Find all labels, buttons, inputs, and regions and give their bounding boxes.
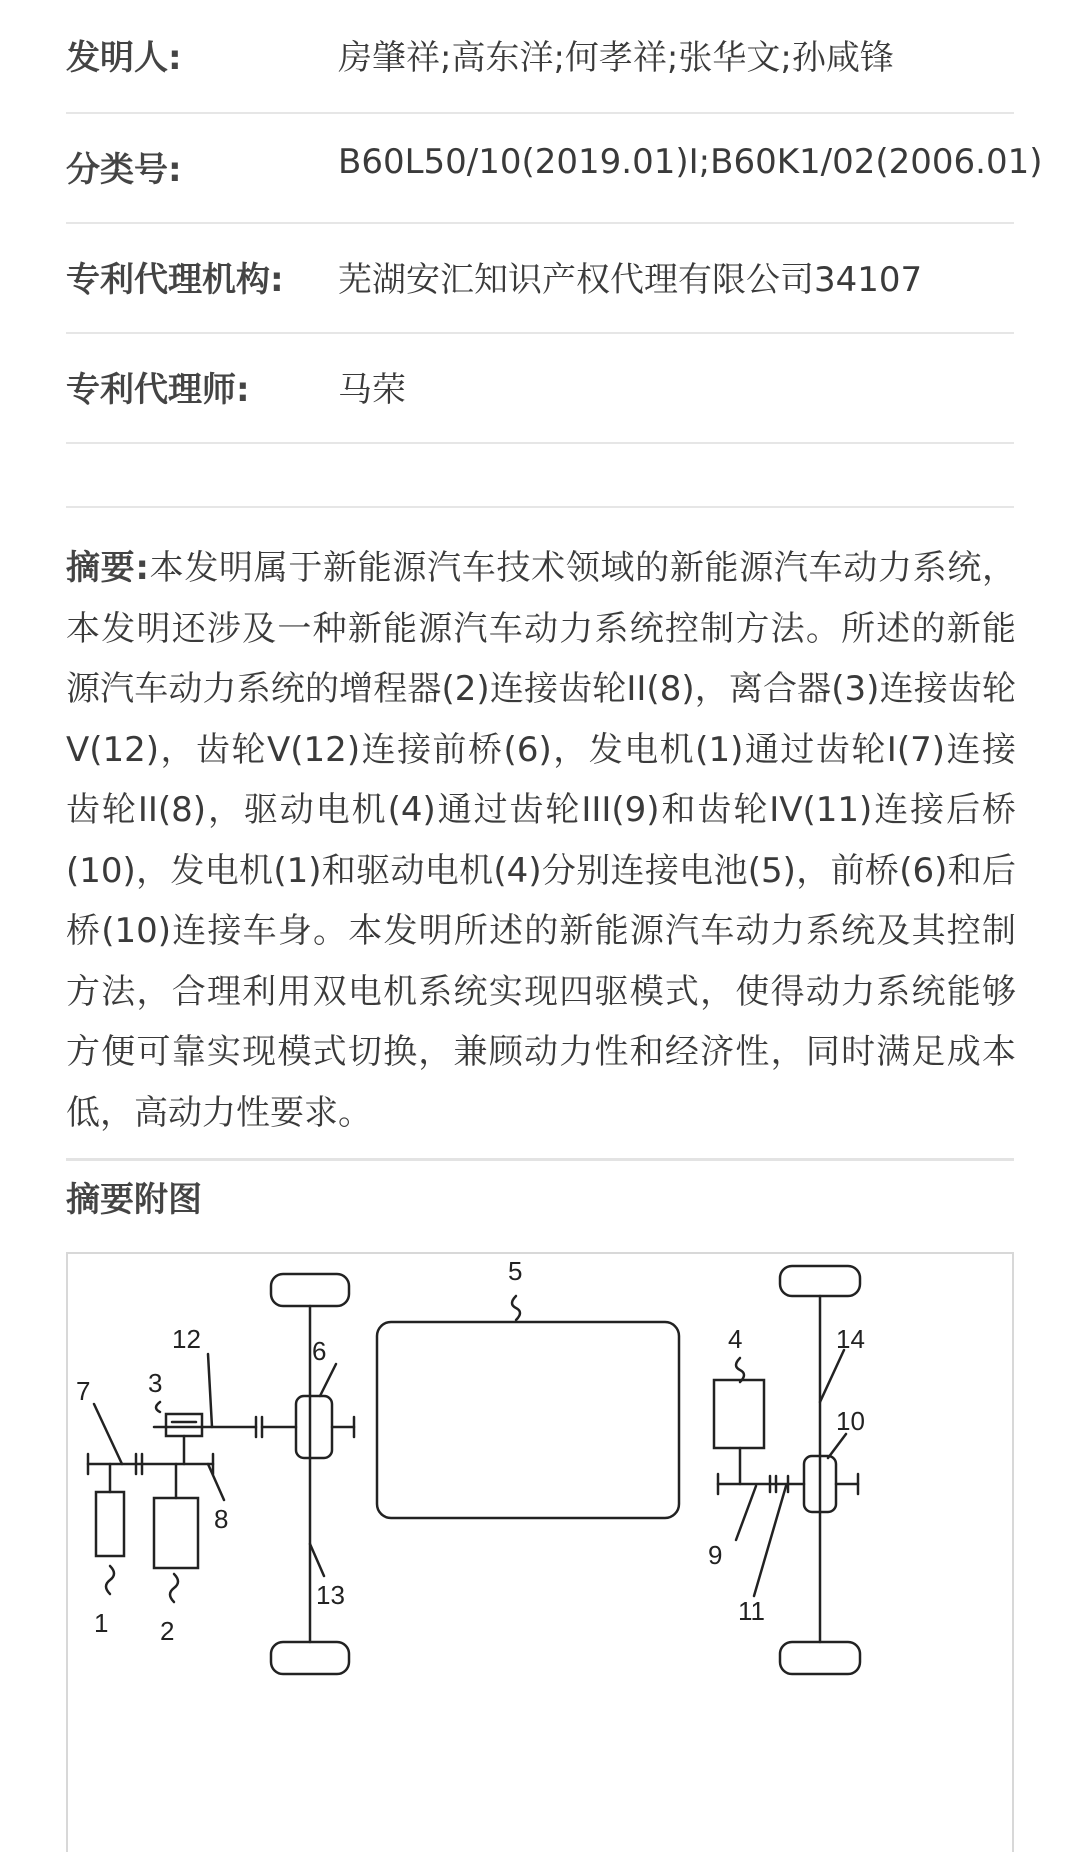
- rear-wheel-bottom: [780, 1642, 860, 1674]
- leader-3: [156, 1402, 160, 1412]
- section-divider: [66, 506, 1014, 508]
- leader-6: [320, 1364, 336, 1396]
- clutch: [166, 1414, 202, 1436]
- field-label: 分类号:: [66, 150, 182, 190]
- leader-8: [208, 1464, 224, 1500]
- figure-label: 7: [76, 1376, 91, 1406]
- leader-4: [736, 1358, 744, 1382]
- figure-title: 摘要附图: [66, 1180, 202, 1220]
- figure-label: 1: [94, 1608, 109, 1638]
- field-value: B60L50/10(2019.01)I;B60K1/02(2006.01): [338, 142, 1043, 182]
- generator: [96, 1492, 124, 1556]
- field-label: 专利代理机构:: [66, 260, 284, 300]
- figure-label: 4: [728, 1324, 743, 1354]
- field-value: 马荣: [338, 370, 406, 410]
- abstract: [66, 538, 1016, 1143]
- figure-label: 3: [148, 1368, 163, 1398]
- field-value: 房肇祥;高东洋;何孝祥;张华文;孙咸锋: [338, 38, 894, 78]
- leader-13: [310, 1544, 324, 1576]
- leader-11: [754, 1486, 786, 1596]
- abstract-label: 摘要:: [66, 548, 149, 588]
- leader-10: [828, 1434, 846, 1458]
- drive-motor: [714, 1380, 764, 1448]
- front-axle-diff: [296, 1396, 332, 1458]
- powertrain-diagram: [68, 1254, 1012, 1854]
- leader-2: [170, 1574, 178, 1602]
- figure-label: 2: [160, 1616, 175, 1646]
- field-row-inventors: [66, 0, 1014, 114]
- field-label: 发明人:: [66, 38, 182, 78]
- figure-label: 14: [836, 1324, 865, 1354]
- battery: [377, 1322, 679, 1518]
- leader-14: [820, 1350, 844, 1402]
- abstract-text: 本发明属于新能源汽车技术领域的新能源汽车动力系统，本发明还涉及一种新能源汽车动力系统控制方法。所述的新能源汽车动力系统的增程器(2)连接齿轮II(8)，离合器(3)连接齿轮V(12)，齿轮V(12)连接前桥(6)，发电机(1)通过齿轮I(7)连接齿轮II(8)，驱动电机(4)通过齿轮III(9)和齿轮IV(11)连接后桥(10)，发电机(1)和驱动电机(4)分别连接电池(5)，前桥(6)和后桥(10)连接车身。本发明所述的新能源汽车动力系统及其控制方法，合理利用双电机系统实现四驱模式，使得动力系统能够方便可靠实现模式切换，兼顾动力性和经济性，同时满足成本低，高动力性要求。: [66, 548, 1016, 1133]
- front-wheel-bottom: [271, 1642, 349, 1674]
- figure-label: 13: [316, 1580, 345, 1610]
- field-row-agency: [66, 222, 1014, 334]
- figure-label: 11: [738, 1596, 765, 1626]
- rear-wheel-top: [780, 1266, 860, 1296]
- figure-label: 10: [836, 1406, 865, 1436]
- figure-label: 8: [214, 1504, 229, 1534]
- field-row-agent: [66, 332, 1014, 444]
- leader-12: [208, 1354, 212, 1427]
- leader-1: [106, 1566, 114, 1594]
- leader-9: [736, 1486, 756, 1540]
- range-extender: [154, 1498, 198, 1568]
- leader-5: [512, 1296, 520, 1320]
- leader-7: [94, 1404, 122, 1464]
- figure-label: 5: [508, 1256, 523, 1286]
- figure-label: 9: [708, 1540, 723, 1570]
- field-label: 专利代理师:: [66, 370, 250, 410]
- field-value: 芜湖安汇知识产权代理有限公司34107: [338, 260, 923, 300]
- figure-label: 6: [312, 1336, 327, 1366]
- section-divider: [66, 1158, 1014, 1161]
- field-row-classification: [66, 112, 1043, 224]
- figure-label: 12: [172, 1324, 201, 1354]
- abstract-figure: [66, 1252, 1014, 1852]
- front-wheel-top: [271, 1274, 349, 1306]
